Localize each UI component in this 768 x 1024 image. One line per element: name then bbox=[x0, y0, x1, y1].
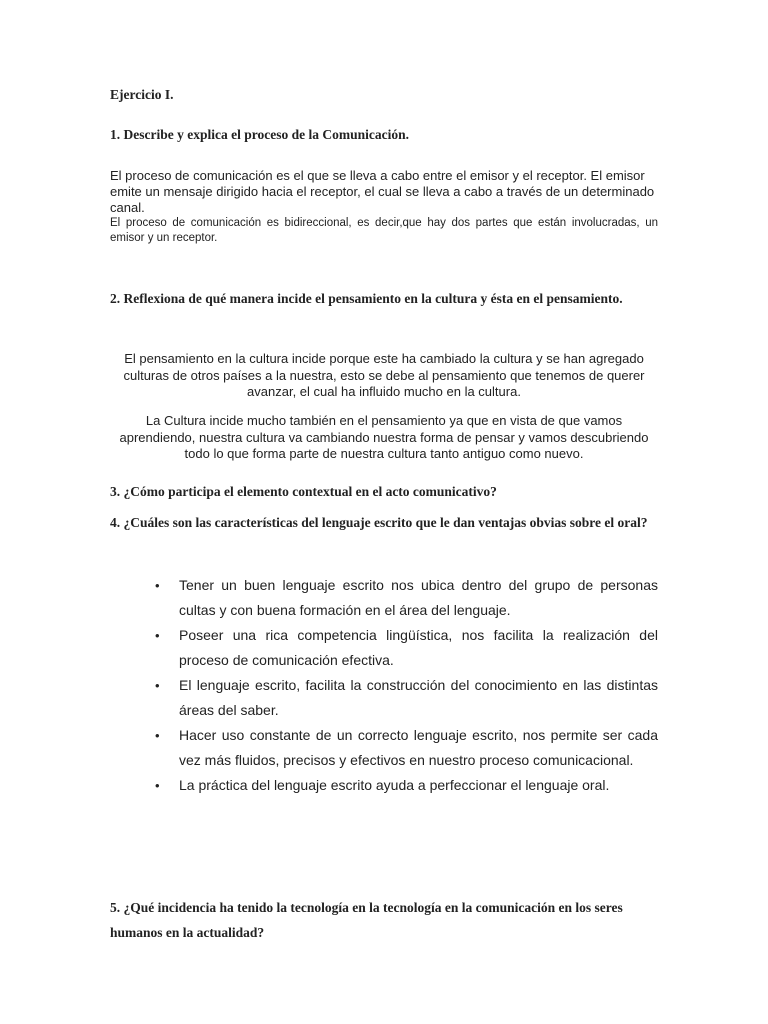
question-5: 5. ¿Qué incidencia ha tenido la tecnología en la tecnología en la comunicación en los seres humanos en la actualidad? bbox=[110, 900, 623, 940]
question-1: 1. Describe y explica el proceso de la Comunicación. bbox=[110, 127, 409, 142]
bullet-icon: • bbox=[155, 778, 160, 793]
list-item-text: Poseer una rica competencia lingüística, nos facilita la realización del proceso de comunicación efectiva. bbox=[179, 627, 658, 668]
answer-1-paragraph: El proceso de comunicación es el que se lleva a cabo entre el emisor y el receptor. El emisor emite un mensaje dirigido hacia el receptor, el cual se lleva a cabo a través de un determinado canal. bbox=[110, 168, 655, 215]
list-item-text: La práctica del lenguaje escrito ayuda a perfeccionar el lenguaje oral. bbox=[179, 777, 610, 793]
list-item bbox=[150, 723, 658, 773]
bullet-icon: • bbox=[155, 578, 160, 593]
list-item-text: El lenguaje escrito, facilita la construcción del conocimiento en las distintas áreas del saber. bbox=[179, 677, 658, 718]
list-item bbox=[150, 673, 658, 723]
answer-4-bullet-list bbox=[150, 573, 658, 798]
question-2: 2. Reflexiona de qué manera incide el pensamiento en la cultura y ésta en el pensamiento. bbox=[110, 291, 623, 306]
bullet-icon: • bbox=[155, 728, 160, 743]
question-4: 4. ¿Cuáles son las características del lenguaje escrito que le dan ventajas obvias sobre el oral? bbox=[110, 515, 648, 530]
answer-1-small-paragraph: El proceso de comunicación es bidireccional, es decir,que hay dos partes que están involucradas, un emisor y un receptor. bbox=[110, 217, 658, 244]
question-3: 3. ¿Cómo participa el elemento contextual en el acto comunicativo? bbox=[110, 484, 497, 499]
bullet-icon: • bbox=[155, 678, 160, 693]
list-item bbox=[150, 773, 658, 798]
answer-2-paragraph-b: La Cultura incide mucho también en el pensamiento ya que en vista de que vamos aprendiendo, nuestra cultura va cambiando nuestra forma de pensar y vamos descubriendo todo lo que forma parte de nuestra cultura tanto antiguo como nuevo. bbox=[119, 413, 649, 461]
list-item bbox=[150, 573, 658, 623]
bullet-icon: • bbox=[155, 628, 160, 643]
answer-2-paragraph-a: El pensamiento en la cultura incide porque este ha cambiado la cultura y se han agregado culturas de otros países a la nuestra, esto se debe al pensamiento que tenemos de querer avanzar, el cual ha influido mucho en la cultura. bbox=[123, 351, 645, 399]
list-item-text: Hacer uso constante de un correcto lenguaje escrito, nos permite ser cada vez más fluidos, precisos y efectivos en nuestro proceso comunicacional. bbox=[179, 727, 658, 768]
list-item-text: Tener un buen lenguaje escrito nos ubica dentro del grupo de personas cultas y con buena formación en el área del lenguaje. bbox=[179, 577, 658, 618]
exercise-heading: Ejercicio I. bbox=[110, 87, 174, 102]
list-item bbox=[150, 623, 658, 673]
